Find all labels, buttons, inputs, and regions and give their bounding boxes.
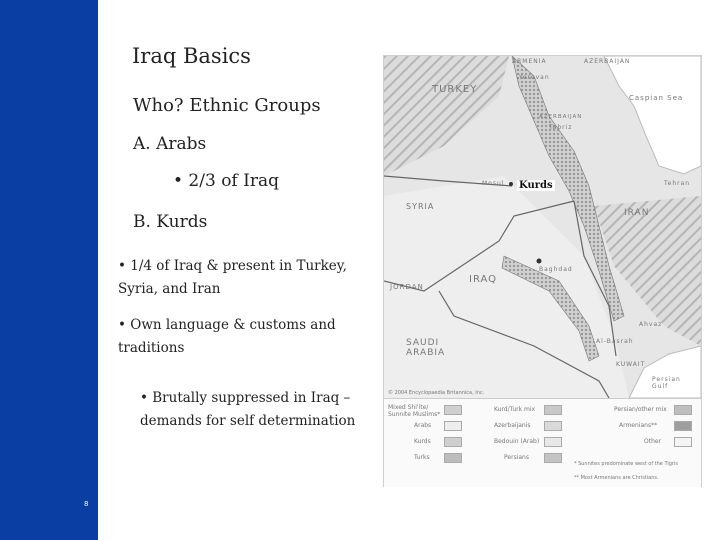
map-label-caspian: Caspian Sea: [629, 94, 684, 102]
point-b: B. Kurds: [133, 212, 208, 232]
map-legend: [384, 398, 701, 487]
legend-swatch-armenians: [674, 421, 692, 431]
legend-arabs: Arabs: [414, 422, 432, 429]
legend-persian-other: Persian/other mix: [614, 406, 667, 413]
map-label-mosul: Mosul: [482, 180, 505, 187]
map-label-kuwait: KUWAIT: [616, 361, 646, 368]
map-label-ahvaz: Ahvaz: [639, 321, 663, 328]
legend-swatch-arabs: [444, 421, 462, 431]
map-copyright: © 2004 Encyclopaedia Britannica, Inc.: [388, 390, 485, 396]
legend-persians: Persians: [504, 454, 529, 461]
map-label-al-basrah: Al-Basrah: [596, 338, 634, 345]
map-label-baghdad: Baghdad: [539, 266, 573, 273]
sidebar-bar: [0, 0, 98, 540]
map-label-iran: IRAN: [624, 208, 650, 218]
legend-mixed: Mixed Shi'ite/ Sunnite Muslims*: [388, 404, 441, 418]
legend-swatch-turks: [444, 453, 462, 463]
legend-other: Other: [644, 438, 662, 445]
legend-turks: Turks: [414, 454, 430, 461]
legend-note-2: ** Most Armenians are Christians.: [574, 475, 659, 481]
map-label-saudi-arabia: SAUDI ARABIA: [406, 338, 446, 358]
map-label-armenia: ARMENIA: [512, 58, 547, 65]
map-label-jordan: JORDAN: [390, 283, 424, 291]
map-label-tabriz: Tabriz: [549, 124, 573, 131]
map-label-persian-gulf: Persian Gulf: [652, 376, 681, 390]
point-a: A. Arabs: [133, 134, 207, 154]
bullet-kurds-suppression: • Brutally suppressed in Iraq – demands for self determination: [140, 390, 356, 429]
legend-swatch-bedouin: [544, 437, 562, 447]
map-label-syria: SYRIA: [406, 202, 435, 211]
legend-bedouin: Bedouin (Arab): [494, 438, 540, 445]
legend-swatch-mixed: [444, 405, 462, 415]
legend-azerbaijanis: Azerbaijanis: [494, 422, 531, 429]
map-label-iraq: IRAQ: [469, 274, 498, 285]
map-label-azerbaijan-region: AZERBAIJAN: [539, 114, 583, 120]
legend-swatch-kurd-turk: [544, 405, 562, 415]
map-label-turkey: TURKEY: [432, 84, 478, 95]
slide-number: 8: [84, 500, 89, 508]
legend-kurd-turk: Kurd/Turk mix: [494, 406, 536, 413]
legend-kurds: Kurds: [414, 438, 431, 445]
legend-armenians: Armenians**: [619, 422, 658, 429]
slide-subtitle: Who? Ethnic Groups: [133, 95, 321, 116]
legend-swatch-azerbaijanis: [544, 421, 562, 431]
bullet-kurds-population: • 1/4 of Iraq & present in Turkey, Syria, and Iran: [118, 258, 347, 297]
map-label-azerbaijan: AZERBAIJAN: [584, 58, 631, 65]
legend-swatch-kurds: [444, 437, 462, 447]
legend-swatch-persians: [544, 453, 562, 463]
ethnic-map: [383, 55, 702, 487]
legend-note-1: * Sunnites predominate west of the Tigris: [574, 461, 678, 467]
bullet-kurds-culture: • Own language & customs and traditions: [118, 317, 336, 356]
slide-title: Iraq Basics: [132, 44, 251, 68]
map-label-yerevan: Yerevan: [519, 74, 550, 81]
point-a-bullet: • 2/3 of Iraq: [173, 171, 279, 191]
legend-swatch-persian-other: [674, 405, 692, 415]
legend-swatch-other: [674, 437, 692, 447]
kurds-callout-label: Kurds: [519, 180, 553, 191]
map-label-tehran: Tehran: [664, 180, 691, 187]
